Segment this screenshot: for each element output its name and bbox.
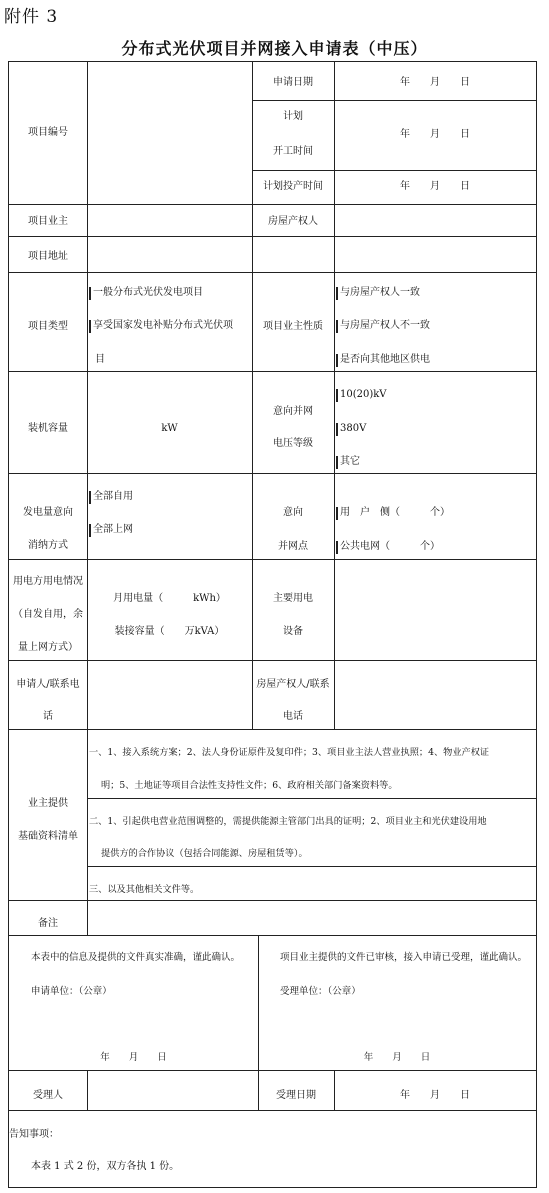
col-divider <box>258 935 259 1070</box>
plan-start-label: 计划 <box>283 111 303 122</box>
checkbox-icon[interactable] <box>336 389 338 402</box>
voltage-option-other[interactable]: 其它 <box>336 456 360 469</box>
voltage-option-10kv[interactable]: 10(20)kV <box>336 389 387 402</box>
col-divider <box>87 1070 88 1110</box>
materials-item-3: 三、以及其他相关文件等。 <box>89 884 200 895</box>
point-option-user[interactable]: 用 户 侧（ 个） <box>336 507 450 520</box>
nature-option-different[interactable]: 与房屋产权人不一致 <box>336 320 430 333</box>
plan-start-value[interactable]: 年 月 日 <box>400 129 470 140</box>
notice-text: 本表 1 式 2 份，双方各执 1 份。 <box>31 1161 180 1172</box>
receiver-label: 受理人 <box>33 1090 63 1101</box>
connection-point-label: 意向 <box>283 507 303 518</box>
nature-option-same[interactable]: 与房屋产权人一致 <box>336 287 420 300</box>
row-divider <box>9 371 536 372</box>
col-divider <box>334 62 335 729</box>
project-id-label: 项目编号 <box>28 127 68 138</box>
project-type-label: 项目类型 <box>28 321 68 332</box>
acceptance-date-label: 受理日期 <box>276 1090 316 1101</box>
materials-label: 业主提供 <box>28 798 68 809</box>
col-divider <box>87 62 88 900</box>
main-equipment-label: 主要用电 <box>273 593 313 604</box>
consumption-option-self[interactable]: 全部自用 <box>89 491 133 504</box>
owner-contact-label: 房屋产权人/联系 <box>256 679 330 690</box>
row-divider <box>9 660 536 661</box>
project-address-label: 项目地址 <box>28 251 68 262</box>
usage-label: 量上网方式） <box>18 642 78 653</box>
acceptance-date-value[interactable]: 年 月 日 <box>400 1090 470 1101</box>
checkbox-icon[interactable] <box>336 456 338 469</box>
monthly-consumption[interactable]: 月用电量（ kWh） <box>113 593 226 604</box>
consumption-option-grid[interactable]: 全部上网 <box>89 524 133 537</box>
receiver-seal-label: 受理单位：（公章） <box>280 986 361 997</box>
checkbox-icon[interactable] <box>336 354 338 367</box>
materials-label: 基础资料清单 <box>18 831 78 842</box>
capacity-label: 装机容量 <box>28 423 68 434</box>
receiver-date[interactable]: 年 月 日 <box>363 1052 431 1063</box>
materials-item-2-cont: 提供方的合作协议（包括合同能源、房屋租赁等）。 <box>101 848 308 859</box>
applicant-seal-label: 申请单位：（公章） <box>31 986 112 997</box>
checkbox-icon[interactable] <box>336 423 338 436</box>
notice-label: 告知事项： <box>9 1129 59 1140</box>
row-divider <box>252 100 536 101</box>
row-divider <box>9 559 536 560</box>
applicant-contact-label: 话 <box>43 711 53 722</box>
plan-production-value[interactable]: 年 月 日 <box>400 181 470 192</box>
consumption-label: 发电量意向 <box>23 507 73 518</box>
row-divider <box>9 204 536 205</box>
annex-label: 附件 3 <box>4 7 59 27</box>
receiver-confirmation: 项目业主提供的文件已审核，接入申请已受理，谨此确认。 <box>280 952 528 963</box>
type-option-subsidy-cont: 目 <box>95 354 105 365</box>
application-form-table <box>8 61 537 1188</box>
checkbox-icon[interactable] <box>89 524 91 537</box>
property-owner-label: 房屋产权人 <box>268 216 318 227</box>
installed-capacity[interactable]: 装接容量（ 万kVA） <box>114 626 225 637</box>
row-divider <box>9 236 536 237</box>
row-divider <box>87 798 536 799</box>
type-option-general[interactable]: 一般分布式光伏发电项目 <box>89 287 203 300</box>
voltage-option-380v[interactable]: 380V <box>336 423 366 436</box>
row-divider <box>9 1070 536 1071</box>
plan-start-label: 开工时间 <box>273 146 313 157</box>
nature-option-other-region[interactable]: 是否向其他地区供电 <box>336 354 430 367</box>
voltage-label: 意向并网 <box>273 406 313 417</box>
row-divider <box>87 866 536 867</box>
checkbox-icon[interactable] <box>89 491 91 504</box>
form-title: 分布式光伏项目并网接入申请表（中压） <box>121 39 428 58</box>
usage-label: 用电方用电情况 <box>13 576 83 587</box>
col-divider <box>87 900 88 935</box>
checkbox-icon[interactable] <box>89 287 91 300</box>
capacity-unit[interactable]: kW <box>161 423 178 434</box>
row-divider <box>9 729 536 730</box>
materials-item-2: 二、1、引起供电营业范围调整的，需提供能源主管部门出具的证明；2、项目业主和光伏建设用地 <box>89 816 487 827</box>
plan-production-label: 计划投产时间 <box>263 181 323 192</box>
point-option-public[interactable]: 公共电网（ 个） <box>336 541 440 554</box>
checkbox-icon[interactable] <box>336 287 338 300</box>
main-equipment-label: 设备 <box>283 626 303 637</box>
owner-contact-label: 电话 <box>283 711 303 722</box>
applicant-confirmation: 本表中的信息及提供的文件真实准确，谨此确认。 <box>31 952 241 963</box>
checkbox-icon[interactable] <box>336 507 338 520</box>
voltage-label: 电压等级 <box>273 438 313 449</box>
apply-date-label: 申请日期 <box>273 77 313 88</box>
connection-point-label: 并网点 <box>278 541 308 552</box>
row-divider <box>9 935 536 936</box>
row-divider <box>9 1110 536 1111</box>
consumption-label: 消纳方式 <box>28 540 68 551</box>
materials-item-1: 一、1、接入系统方案；2、法人身份证原件及复印件；3、项目业主法人营业执照；4、物业产权证 <box>89 747 490 758</box>
checkbox-icon[interactable] <box>336 541 338 554</box>
checkbox-icon[interactable] <box>336 320 338 333</box>
row-divider <box>9 473 536 474</box>
type-option-subsidy[interactable]: 享受国家发电补贴分布式光伏项 <box>89 320 233 333</box>
applicant-date[interactable]: 年 月 日 <box>100 1052 167 1063</box>
materials-item-1-cont: 明；5、土地证等项目合法性支持性文件；6、政府相关部门备案资料等。 <box>101 780 398 791</box>
row-divider <box>9 900 536 901</box>
row-divider <box>9 272 536 273</box>
applicant-contact-label: 申请人/联系电 <box>16 679 80 690</box>
owner-nature-label: 项目业主性质 <box>263 321 323 332</box>
remark-label: 备注 <box>38 918 58 929</box>
row-divider <box>252 170 536 171</box>
project-owner-label: 项目业主 <box>28 216 68 227</box>
checkbox-icon[interactable] <box>89 320 91 333</box>
usage-label: （自发自用，余 <box>13 609 83 620</box>
apply-date-value[interactable]: 年 月 日 <box>400 77 470 88</box>
